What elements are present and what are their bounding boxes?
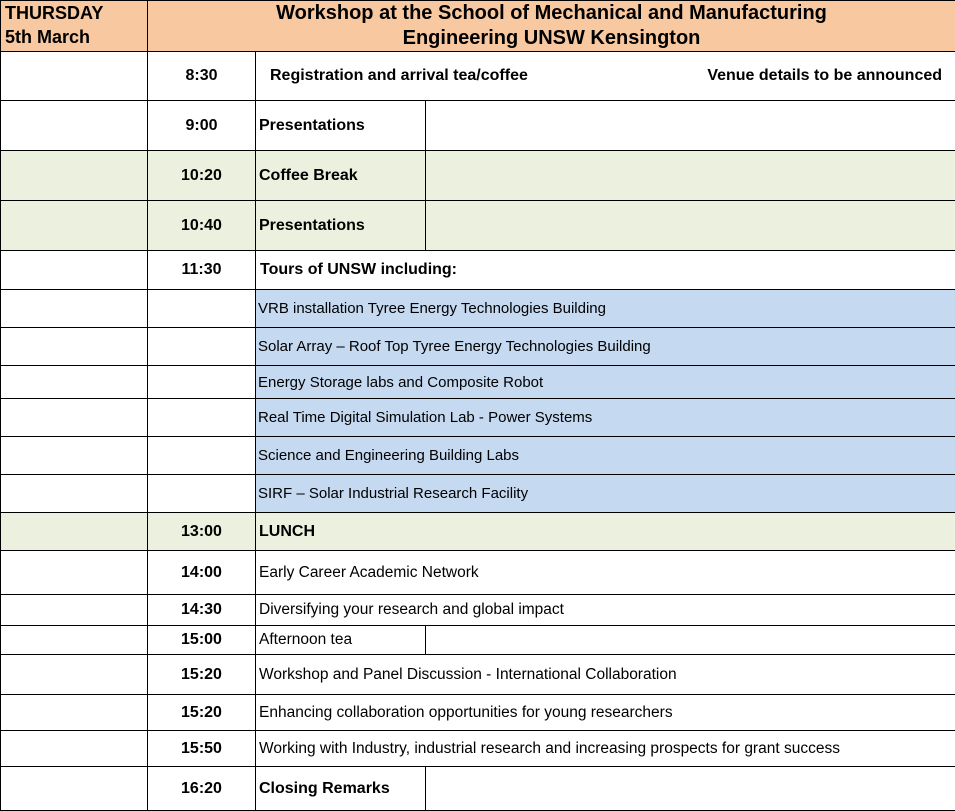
row-presentations-1 [1,101,955,151]
time-cell: 8:30 [148,52,256,101]
row-label-cell [1,475,148,513]
tour-item: Energy Storage labs and Composite Robot [256,366,955,399]
activity-cell: Presentations [256,201,426,251]
row-label-cell [1,551,148,595]
row-panel [1,655,955,695]
tour-item: Real Time Digital Simulation Lab - Power Systems [256,399,955,437]
time-cell: 10:40 [148,201,256,251]
row-closing [1,767,955,811]
time-cell [148,399,256,437]
time-cell: 9:00 [148,101,256,151]
row-label-cell [1,695,148,731]
row-young-researchers [1,695,955,731]
row-label-cell [1,626,148,655]
row-label-cell [1,151,148,201]
tour-item: VRB installation Tyree Energy Technologies Building [256,290,955,328]
tour-item-row [1,328,955,366]
empty-cell [426,101,955,151]
time-cell: 14:00 [148,551,256,595]
time-cell: 14:30 [148,595,256,626]
row-lunch [1,513,955,551]
time-cell: 16:20 [148,767,256,811]
header-row [1,1,955,52]
row-label-cell [1,52,148,101]
title-line-2: Engineering UNSW Kensington [402,27,701,49]
time-cell: 15:20 [148,655,256,695]
workshop-title [148,1,955,52]
row-ecan [1,551,955,595]
activity-cell [256,52,955,101]
tour-item-row [1,475,955,513]
tour-item: SIRF – Solar Industrial Research Facility [256,475,955,513]
time-cell: 13:00 [148,513,256,551]
row-diversify [1,595,955,626]
row-label-cell [1,767,148,811]
row-label-cell [1,399,148,437]
row-label-cell [1,655,148,695]
date-label: 5th March [5,27,91,47]
time-cell: 15:50 [148,731,256,767]
row-label-cell [1,366,148,399]
time-cell [148,437,256,475]
row-tours [1,251,955,290]
row-industry [1,731,955,767]
row-label-cell [1,328,148,366]
activity-cell: Working with Industry, industrial research and increasing prospects for grant success [256,731,955,767]
activity-cell: Afternoon tea [256,626,426,655]
activity-cell: Workshop and Panel Discussion - International Collaboration [256,655,955,695]
time-cell [148,328,256,366]
venue-note: Venue details to be announced [707,67,943,84]
time-cell: 15:00 [148,626,256,655]
time-cell: 10:20 [148,151,256,201]
time-cell: 15:20 [148,695,256,731]
title-line-1: Workshop at the School of Mechanical and Manufacturing [276,2,827,24]
registration-label: Registration and arrival tea/coffee [270,67,528,84]
row-presentations-2 [1,201,955,251]
row-afternoon-tea [1,626,955,655]
row-label-cell [1,513,148,551]
time-cell [148,475,256,513]
row-label-cell [1,731,148,767]
tour-item: Solar Array – Roof Top Tyree Energy Technologies Building [256,328,955,366]
activity-cell: LUNCH [256,513,955,551]
row-label-cell [1,251,148,290]
day-label: THURSDAY [5,3,104,23]
tour-item-row [1,437,955,475]
activity-cell: Closing Remarks [256,767,426,811]
empty-cell [426,201,955,251]
row-registration [1,52,955,101]
time-cell: 11:30 [148,251,256,290]
row-label-cell [1,201,148,251]
tour-item-row [1,366,955,399]
tour-item-row [1,399,955,437]
empty-cell [426,151,955,201]
row-label-cell [1,595,148,626]
activity-cell: Presentations [256,101,426,151]
activity-cell: Early Career Academic Network [256,551,955,595]
activity-cell: Diversifying your research and global impact [256,595,955,626]
time-cell [148,366,256,399]
day-cell [1,1,148,52]
activity-cell: Coffee Break [256,151,426,201]
time-cell [148,290,256,328]
row-label-cell [1,437,148,475]
activity-cell: Enhancing collaboration opportunities for young researchers [256,695,955,731]
empty-cell [426,626,955,655]
tour-item: Science and Engineering Building Labs [256,437,955,475]
row-label-cell [1,101,148,151]
row-coffee-break [1,151,955,201]
row-label-cell [1,290,148,328]
activity-cell: Tours of UNSW including: [256,251,955,290]
empty-cell [426,767,955,811]
tour-item-row [1,290,955,328]
